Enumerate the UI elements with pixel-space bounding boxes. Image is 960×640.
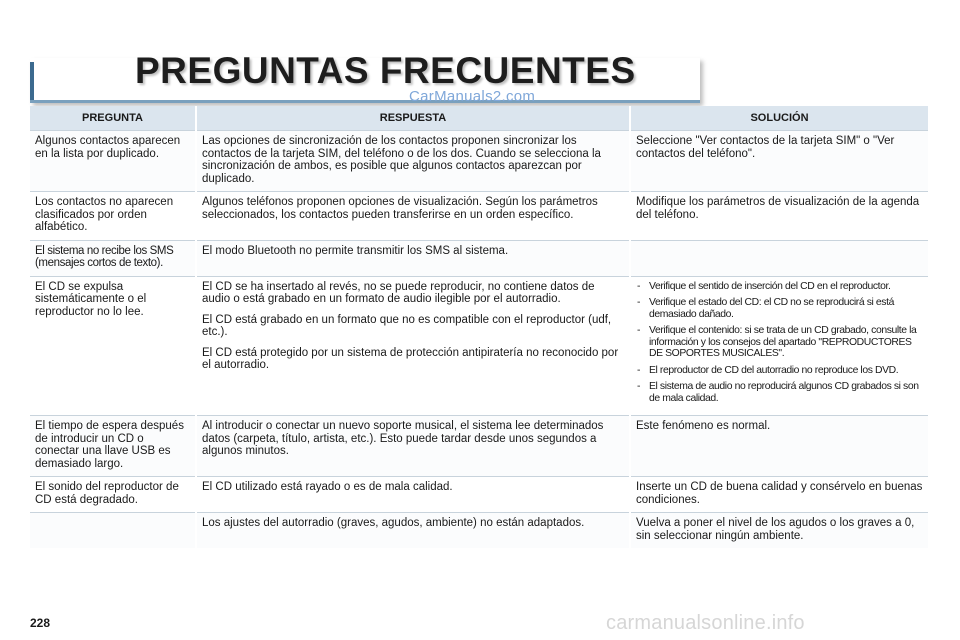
table-row [30,416,929,477]
table-row [30,192,929,241]
question-cell: El sonido del reproductor de CD está degradado. [30,477,196,513]
answer-cell [196,416,630,477]
header-question: PREGUNTA [30,106,196,131]
watermark-bottom: carmanualsonline.info [606,612,805,634]
question-cell: Algunos contactos aparecen en la lista por duplicado. [30,131,196,192]
page-number: 228 [30,616,51,630]
question-cell: El CD se expulsa sistemáticamente o el reproductor no lo lee. [30,276,196,416]
watermark-top: CarManuals2.com [409,88,536,105]
answer-text: Las opciones de sincronización de los contactos proponen sincronizar los contactos de la tarjeta SIM, del teléfono o de los dos. Cuando se selecciona la sincronización de ambos, es posible que algunos contactos aparezcan por duplicado. [202,135,601,185]
answer-text: El CD está grabado en un formato que no es compatible con el reproductor (udf, etc.). [202,313,612,338]
answer-text: Al introducir o conectar un nuevo soporte musical, el sistema lee determinados datos (carpeta, título, artista, etc.). Esto puede tardar desde unos segundos a algunos minutos. [202,420,604,457]
title-band-accent [30,62,34,100]
answer-cell [196,477,630,513]
question-cell [30,513,196,549]
header-solution: SOLUCIÓN [630,106,929,131]
answer-text: El CD está protegido por un sistema de protección antipiratería no reconocido por el autorradio. [202,346,619,371]
faq-table [30,106,930,548]
answer-text: El CD utilizado está rayado o es de mala calidad. [202,481,453,493]
solution-cell: Seleccione "Ver contactos de la tarjeta SIM" o "Ver contactos del teléfono". [630,131,929,192]
solution-item: - El sistema de audio no reproducirá algunos CD grabados si son de mala calidad. [636,381,923,404]
answer-text: Los ajustes del autorradio (graves, agudos, ambiente) no están adaptados. [202,517,585,529]
answer-cell [196,513,630,549]
solution-item: - Verifique el sentido de inserción del CD en el reproductor. [636,281,923,293]
answer-cell [196,240,630,276]
solution-cell [630,276,929,416]
table-row [30,513,929,549]
answer-text: Algunos teléfonos proponen opciones de visualización. Según los parámetros seleccionados, los contactos pueden transferirse en un orden específico. [202,196,598,221]
question-cell: Los contactos no aparecen clasificados por orden alfabético. [30,192,196,241]
solution-item: - Verifique el contenido: si se trata de un CD grabado, consulte la información y los consejos del apartado "REPRODUCTORES DE SOPORTES MUSICALES". [636,325,923,360]
solution-cell: Este fenómeno es normal. [630,416,929,477]
solution-cell [630,240,929,276]
solution-cell: Inserte un CD de buena calidad y consérvelo en buenas condiciones. [630,477,929,513]
question-cell: El sistema no recibe los SMS (mensajes cortos de texto). [30,240,196,276]
answer-text: El modo Bluetooth no permite transmitir los SMS al sistema. [202,244,509,257]
table-row [30,240,929,276]
solution-list [636,281,923,405]
answer-cell [196,131,630,192]
answer-cell [196,276,630,416]
solution-item: - El reproductor de CD del autorradio no reproduce los DVD. [636,365,923,377]
header-answer: RESPUESTA [196,106,630,131]
solution-cell: Vuelva a poner el nivel de los agudos o los graves a 0, sin seleccionar ningún ambiente. [630,513,929,549]
solution-item: - Verifique el estado del CD: el CD no se reproducirá si está demasiado dañado. [636,297,923,320]
table-header-row [30,106,929,131]
table-row [30,131,929,192]
solution-cell: Modifique los parámetros de visualización de la agenda del teléfono. [630,192,929,241]
question-cell: El tiempo de espera después de introducir un CD o conectar una llave USB es demasiado largo. [30,416,196,477]
table-row [30,477,929,513]
answer-cell [196,192,630,241]
answer-text: El CD se ha insertado al revés, no se puede reproducir, no contiene datos de audio o está grabado en un formato de audio ilegible por el autorradio. [202,280,595,305]
page-title: PREGUNTAS FRECUENTES [135,50,636,91]
table-row [30,276,929,416]
